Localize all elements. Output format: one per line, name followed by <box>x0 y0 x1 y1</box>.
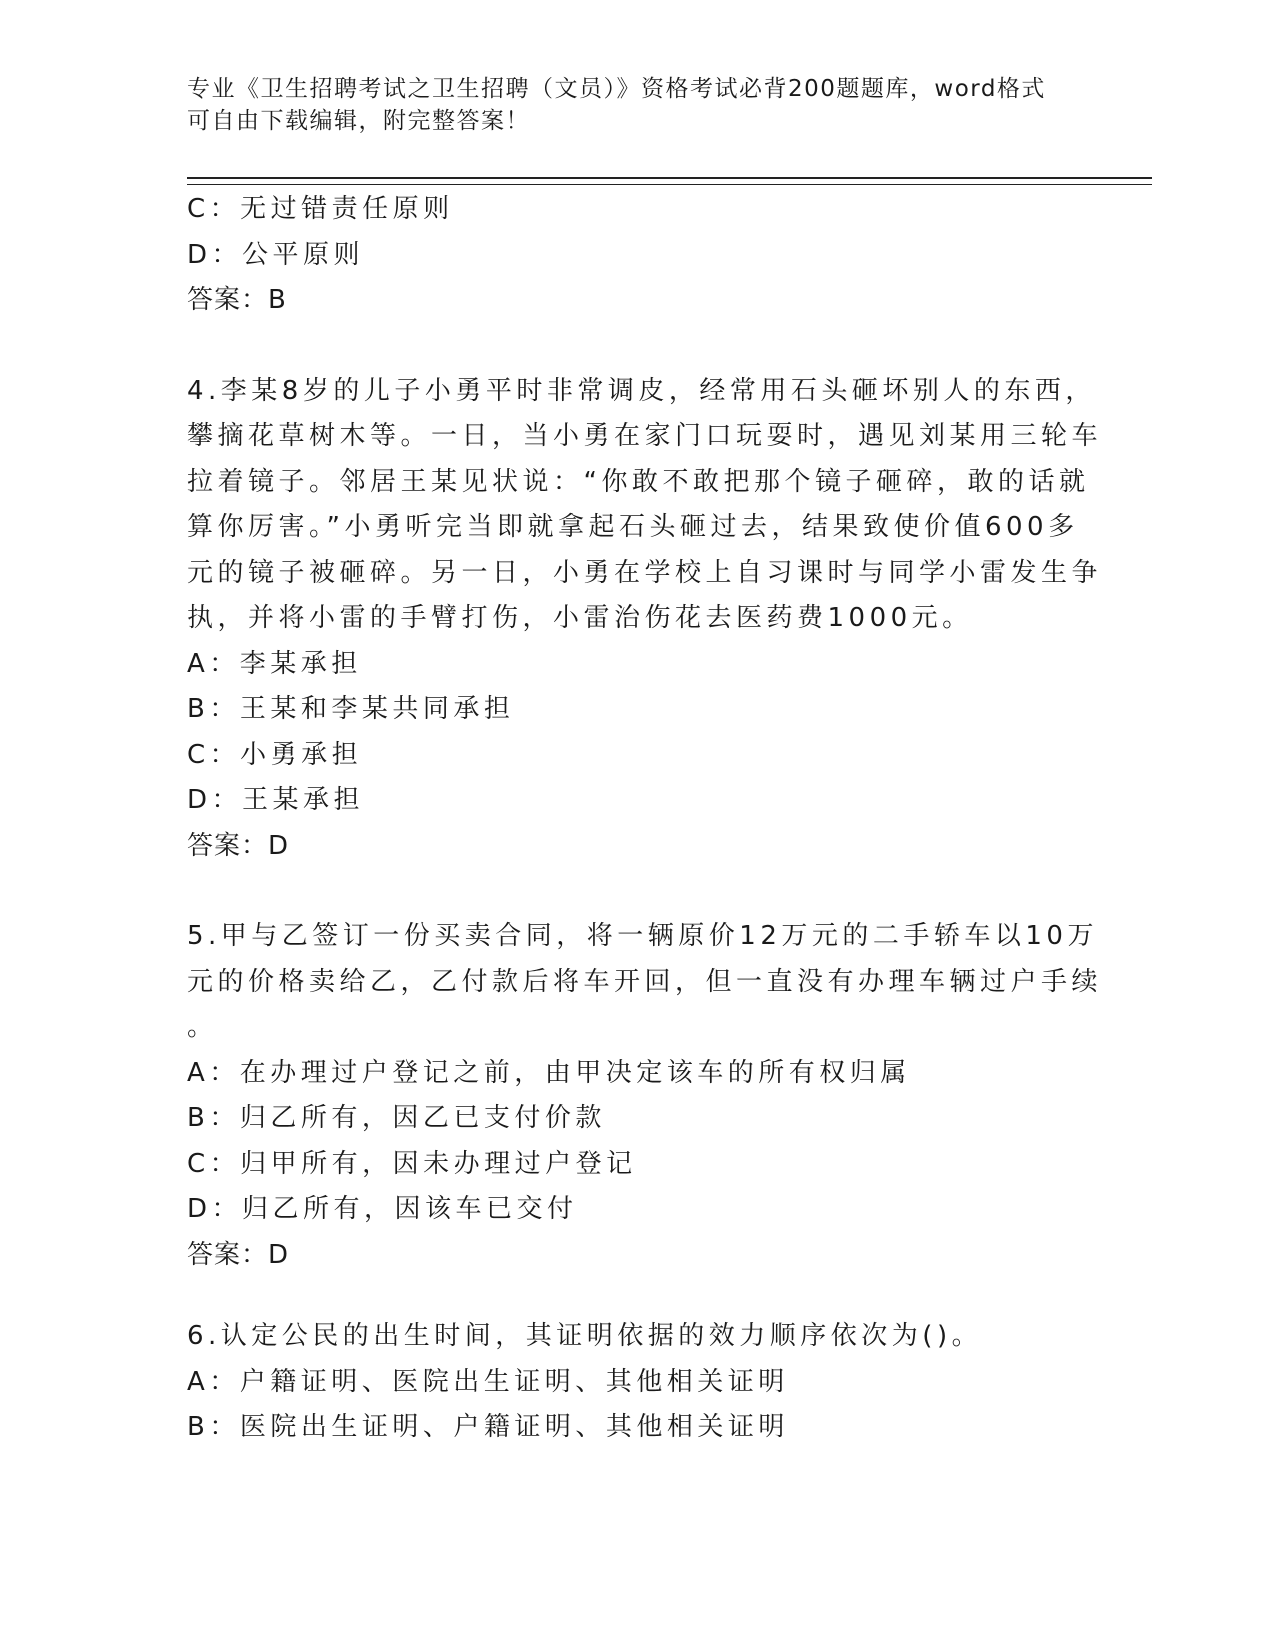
spacer <box>187 1278 1087 1314</box>
question-6 <box>187 1314 1087 1451</box>
q5-option-a: A：在办理过户登记之前，由甲决定该车的所有权归属 <box>187 1057 911 1088</box>
question-4 <box>187 369 1103 870</box>
q4-option-a: A：李某承担 <box>187 648 362 679</box>
q6-option-a: A：户籍证明、医院出生证明、其他相关证明 <box>187 1366 789 1397</box>
q4-option-d: D：王某承担 <box>187 785 365 815</box>
spacer <box>187 869 1087 914</box>
q6-stem: 6.认定公民的出生时间，其证明依据的效力顺序依次为()。 <box>187 1321 983 1351</box>
spacer <box>187 324 1087 369</box>
document-body <box>187 187 1103 1451</box>
document-header <box>187 73 1067 137</box>
header-title-line-1: 专业《卫生招聘考试之卫生招聘（文员）》资格考试必背200题题库，word格式 <box>187 76 1046 102</box>
q4-stem-line-2: 攀摘花草树木等。一日，当小勇在家门口玩耍时，遇见刘某用三轮车 <box>187 421 1103 451</box>
q4-option-b: B：王某和李某共同承担 <box>187 694 515 724</box>
q5-stem-line-3: 。 <box>187 1012 218 1042</box>
q5-option-c: C：归甲所有，因未办理过户登记 <box>187 1148 637 1179</box>
q4-stem-line-6: 执，并将小雷的手臂打伤，小雷治伤花去医药费1000元。 <box>187 603 973 633</box>
q4-stem-line-5: 元的镜子被砸碎。另一日，小勇在学校上自习课时与同学小雷发生争 <box>187 557 1103 588</box>
q5-stem-line-2: 元的价格卖给乙，乙付款后将车开回，但一直没有办理车辆过户手续 <box>187 966 1103 997</box>
q5-answer: 答案：D <box>187 1239 290 1270</box>
q5-option-d: D：归乙所有，因该车已交付 <box>187 1194 578 1224</box>
q3-answer: 答案：B <box>187 285 287 315</box>
q4-option-c: C：小勇承担 <box>187 739 363 770</box>
header-divider <box>187 177 1152 185</box>
question-5 <box>187 914 1103 1278</box>
q5-stem-line-1: 5.甲与乙签订一份买卖合同，将一辆原价12万元的二手轿车以10万 <box>187 921 1098 951</box>
header-title-line-2: 可自由下载编辑，附完整答案！ <box>187 108 530 134</box>
q4-stem-line-3: 拉着镜子。邻居王某见状说：“你敢不敢把那个镜子砸碎，敢的话就 <box>187 466 1090 497</box>
q6-option-b: B：医院出生证明、户籍证明、其他相关证明 <box>187 1412 789 1442</box>
q3-option-c: C：无过错责任原则 <box>187 194 454 224</box>
question-3-tail <box>187 187 1087 324</box>
q4-answer: 答案：D <box>187 830 290 861</box>
q3-option-d: D：公平原则 <box>187 239 365 270</box>
q5-option-b: B：归乙所有，因乙已支付价款 <box>187 1103 606 1133</box>
q4-stem-line-1: 4.李某8岁的儿子小勇平时非常调皮，经常用石头砸坏别人的东西， <box>187 375 1096 406</box>
q4-stem-line-4: 算你厉害。”小勇听完当即就拿起石头砸过去，结果致使价值600多 <box>187 512 1079 542</box>
